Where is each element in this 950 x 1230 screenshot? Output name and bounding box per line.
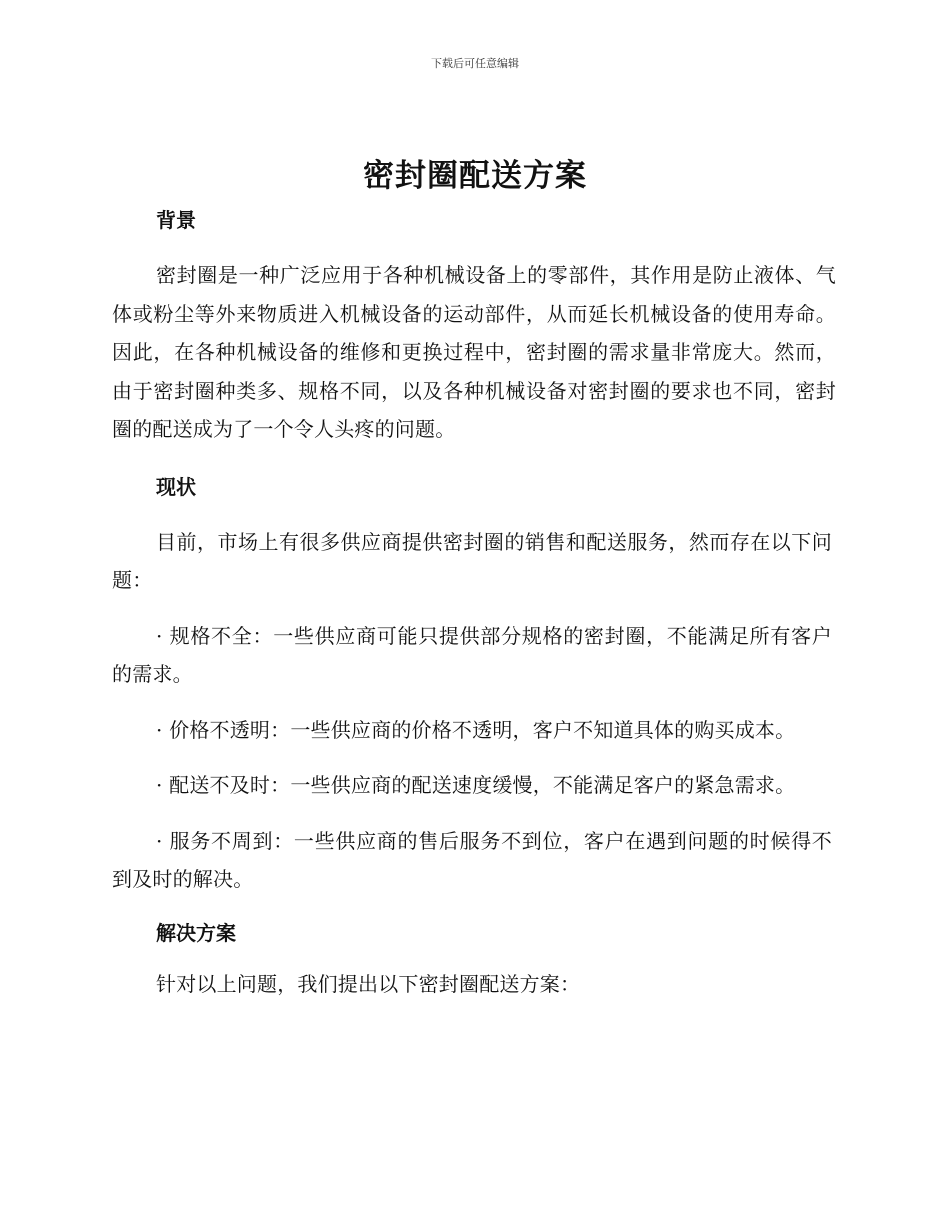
document-title: 密封圈配送方案 bbox=[363, 158, 587, 194]
status-bullet-item: · 服务不周到：一些供应商的售后服务不到位，客户在遇到问题的时候得不到及时的解决。 bbox=[112, 828, 832, 891]
section-heading-background: 背景 bbox=[156, 208, 196, 232]
header-note: 下载后可任意编辑 bbox=[431, 57, 519, 70]
status-bullet-item: · 配送不及时：一些供应商的配送速度缓慢，不能满足客户的紧急需求。 bbox=[156, 773, 796, 797]
solution-intro-paragraph: 针对以上问题，我们提出以下密封圈配送方案： bbox=[156, 971, 581, 996]
section-heading-solution: 解决方案 bbox=[156, 920, 236, 945]
document-body bbox=[112, 205, 836, 1003]
status-bullet-item: · 价格不透明：一些供应商的价格不透明，客户不知道具体的购买成本。 bbox=[156, 717, 796, 742]
status-intro-paragraph: 目前，市场上有很多供应商提供密封圈的销售和配送服务，然而存在以下问题： bbox=[112, 529, 832, 592]
background-paragraph: 密封圈是一种广泛应用于各种机械设备上的零部件，其作用是防止液体、气体或粉尘等外来物质进入机械设备的运动部件，从而延长机械设备的使用寿命。因此，在各种机械设备的维修和更换过程中，密封圈的需求量非常庞大。然而，由于密封圈种类多、规格不同，以及各种机械设备对密封圈的要求也不同，密封圈的配送成为了一个令人头疼的问题。 bbox=[112, 263, 836, 441]
section-heading-status: 现状 bbox=[156, 474, 196, 499]
status-bullet-item: · 规格不全：一些供应商可能只提供部分规格的密封圈，不能满足所有客户的需求。 bbox=[112, 623, 832, 686]
